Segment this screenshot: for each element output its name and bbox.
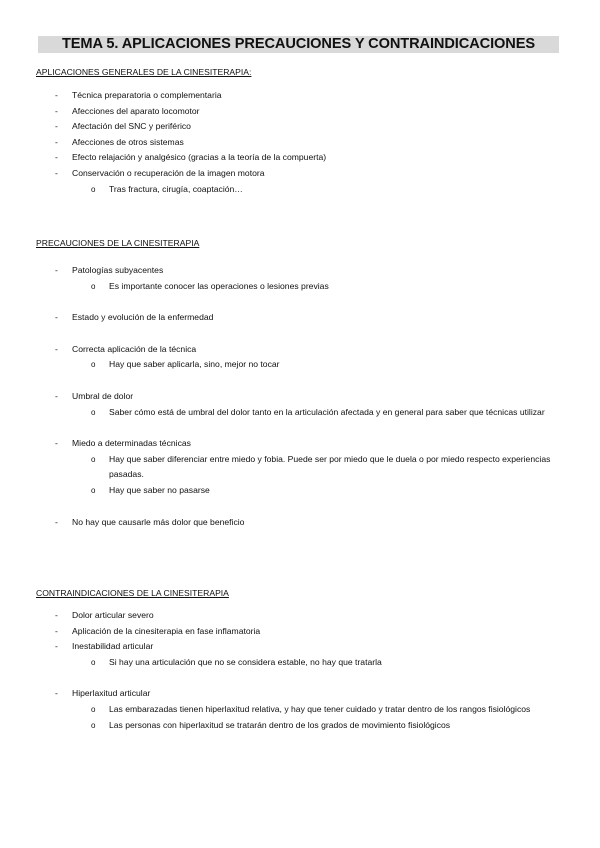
list-item-label: Umbral de dolor	[72, 390, 134, 401]
sub-list	[72, 182, 566, 198]
list-item-label: Conservación o recuperación de la imagen motora	[72, 167, 265, 178]
bullet-list	[36, 263, 566, 530]
list-item-label: Patologías subyacentes	[72, 265, 164, 275]
sub-list-item: o Las personas con hiperlaxitud se tratarán dentro de los grados de movimiento fisiológicos	[36, 718, 566, 734]
list-item	[36, 639, 566, 670]
sub-list-item: o Las embarazadas tienen hiperlaxitud relativa, y hay que tener cuidado y tratar dentro de los rangos fisiológicos	[36, 702, 566, 718]
sub-list-item: o Es importante conocer las operaciones o lesiones previas	[36, 279, 566, 295]
list-item: - No hay que causarle más dolor que beneficio	[36, 515, 566, 531]
section-heading: PRECAUCIONES DE LA CINESITERAPIA	[36, 238, 200, 248]
list-item	[36, 436, 566, 498]
bullet-list	[36, 608, 566, 733]
sub-list	[72, 655, 566, 671]
list-item	[36, 263, 566, 294]
list-item	[36, 389, 566, 420]
section-precauciones	[36, 237, 566, 530]
list-item-label: Miedo a determinadas técnicas	[72, 438, 191, 449]
section-heading: CONTRAINDICACIONES DE LA CINESITERAPIA	[36, 588, 229, 598]
list-item-label: Hiperlaxitud articular	[72, 688, 151, 699]
sub-list	[72, 279, 566, 295]
list-item: - Efecto relajación y analgésico (gracias a la teoría de la compuerta)	[36, 150, 566, 166]
list-item: - Aplicación de la cinesiterapia en fase inflamatoria	[36, 624, 566, 640]
section-heading: APLICACIONES GENERALES DE LA CINESITERAPIA:	[36, 67, 252, 77]
sub-list-item: o Si hay una articulación que no se considera estable, no hay que tratarla	[36, 655, 566, 671]
sub-list-item: o Hay que saber no pasarse	[36, 483, 566, 499]
sub-list	[72, 702, 566, 733]
sub-list-item: o Hay que saber aplicarla, sino, mejor no tocar	[36, 357, 566, 373]
section-aplicaciones	[36, 66, 566, 197]
bullet-list	[36, 88, 566, 197]
sub-list	[72, 452, 566, 499]
list-item: - Afectación del SNC y periférico	[36, 119, 566, 135]
list-item: - Estado y evolución de la enfermedad	[36, 310, 566, 326]
list-item: - Dolor articular severo	[36, 608, 566, 624]
sub-list	[72, 357, 566, 373]
sub-list	[72, 405, 566, 421]
list-item-label: Correcta aplicación de la técnica	[72, 343, 197, 354]
section-contraindicaciones	[36, 587, 566, 733]
list-item: - Afecciones de otros sistemas	[36, 135, 566, 151]
page-title: TEMA 5. APLICACIONES PRECAUCIONES Y CONTRAINDICACIONES	[38, 36, 559, 53]
list-item	[36, 166, 566, 197]
list-item: - Técnica preparatoria o complementaria	[36, 88, 566, 104]
sub-list-item: o Saber cómo está de umbral del dolor tanto en la articulación afectada y en general para saber que técnicas utilizar	[36, 405, 566, 421]
list-item	[36, 342, 566, 373]
sub-list-item: o Hay que saber diferenciar entre miedo y fobia. Puede ser por miedo que le duela o por miedo respecto experiencias pasadas.	[36, 452, 566, 483]
list-item	[36, 686, 566, 733]
list-item-label: Inestabilidad articular	[72, 641, 154, 652]
list-item: - Afecciones del aparato locomotor	[36, 104, 566, 120]
sub-list-item: o Tras fractura, cirugía, coaptación…	[36, 182, 566, 198]
